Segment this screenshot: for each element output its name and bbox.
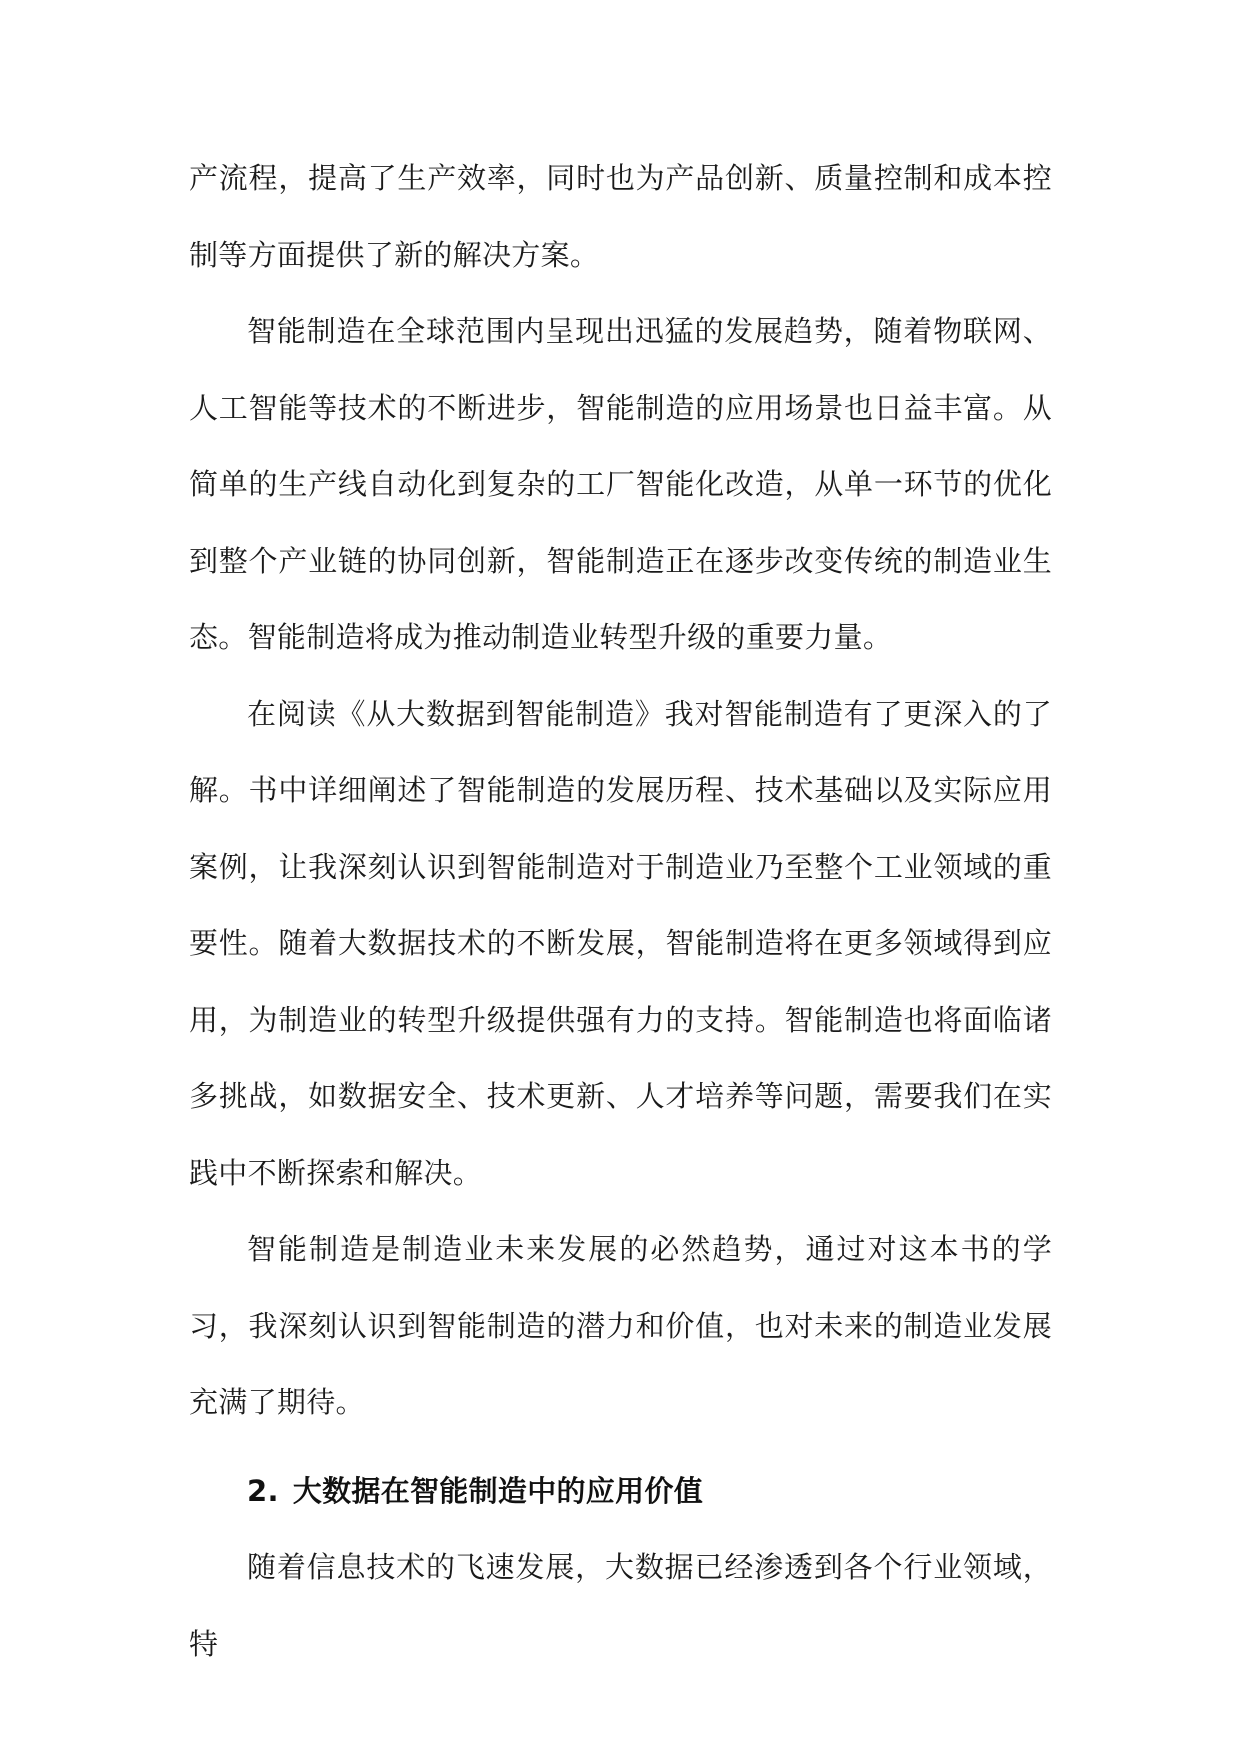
paragraph-conclusion: 智能制造是制造业未来发展的必然趋势，通过对这本书的学习，我深刻认识到智能制造的潜力和价值，也对未来的制造业发展充满了期待。 — [189, 1232, 1052, 1419]
paragraph-reading: 在阅读《从大数据到智能制造》我对智能制造有了更深入的了解。书中详细阐述了智能制造的发展历程、技术基础以及实际应用案例，让我深刻认识到智能制造对于制造业乃至整个工业领域的重要性。随着大数据技术的不断发展，智能制造将在更多领域得到应用，为制造业的转型升级提供强有力的支持。智能制造也将面临诸多挑战，如数据安全、技术更新、人才培养等问题，需要我们在实践中不断探索和解决。 — [189, 696, 1052, 1190]
paragraph-trend: 智能制造在全球范围内呈现出迅猛的发展趋势，随着物联网、人工智能等技术的不断进步，智能制造的应用场景也日益丰富。从简单的生产线自动化到复杂的工厂智能化改造，从单一环节的优化到整个产业链的协同创新，智能制造正在逐步改变传统的制造业生态。智能制造将成为推动制造业转型升级的重要力量。 — [189, 314, 1052, 654]
paragraph-section-intro: 随着信息技术的飞速发展，大数据已经渗透到各个行业领域，特 — [189, 1550, 1052, 1661]
paragraph-continued: 产流程，提高了生产效率，同时也为产品创新、质量控制和成本控制等方面提供了新的解决方案。 — [189, 161, 1052, 272]
section-number: 2. — [247, 1473, 279, 1508]
document-body — [189, 140, 1052, 1682]
section-heading — [189, 1453, 1052, 1530]
section-title: 大数据在智能制造中的应用价值 — [292, 1473, 703, 1508]
